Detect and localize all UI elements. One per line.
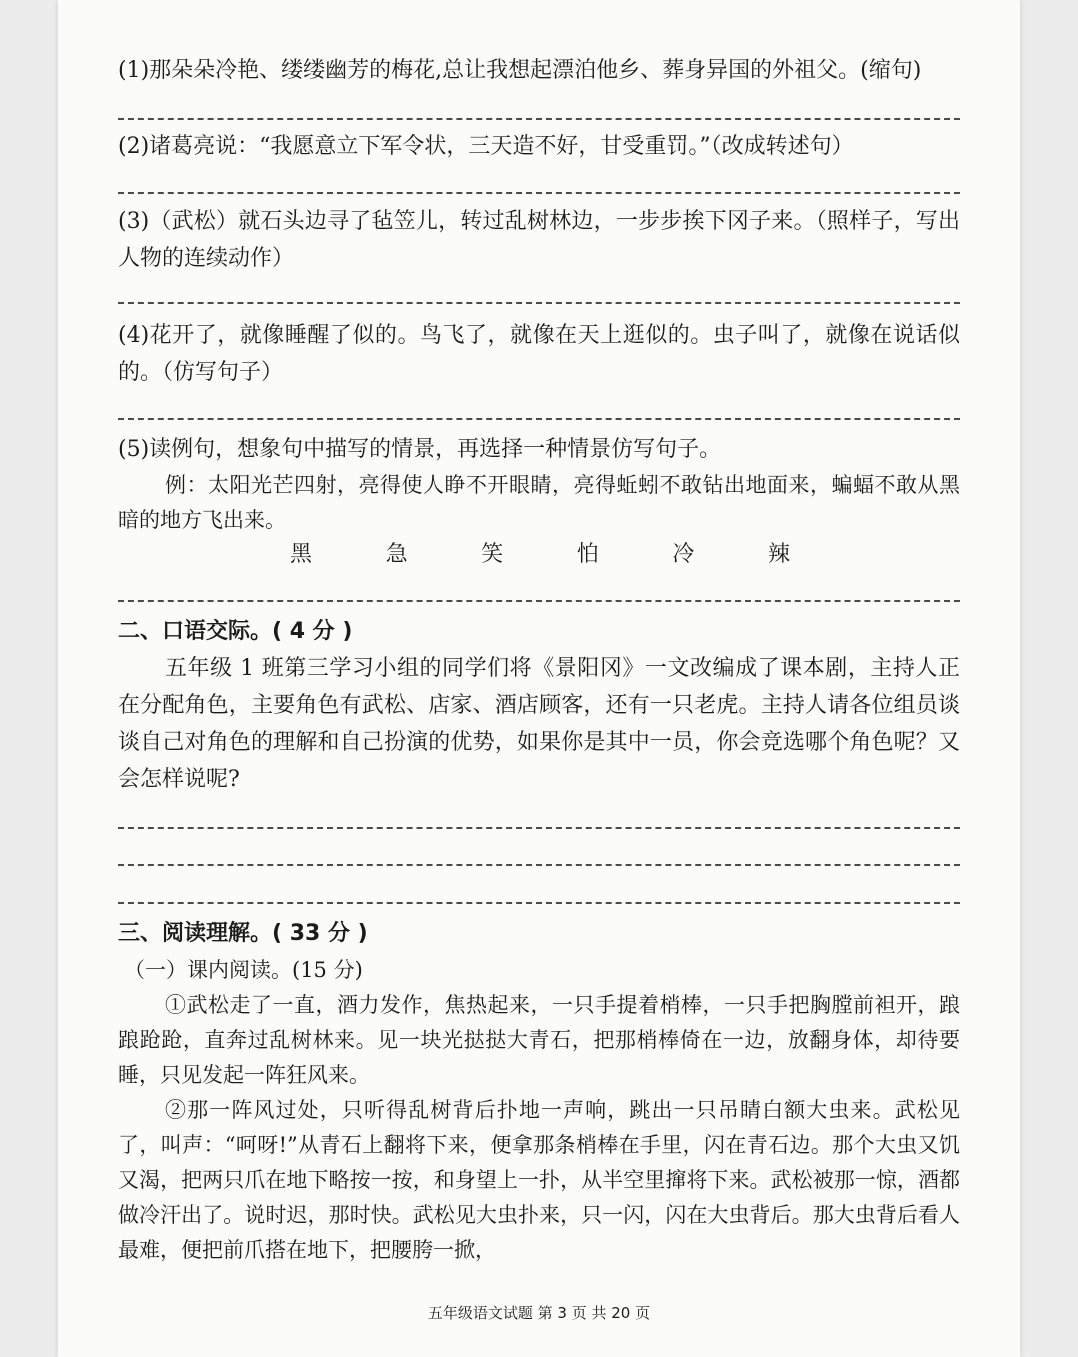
section-3-heading: 三、阅读理解。( 33 分 ) bbox=[118, 921, 368, 946]
reading-paragraph-2: ②那一阵风过处，只听得乱树背后扑地一声响，跳出一只吊睛白额大虫来。武松见了，叫声：“呵呀!”从青石上翻将下来，便拿那条梢棒在手里，闪在青石边。那个大虫又饥又渴，把两只爪在地下略按一按，和身望上一扑，从半空里撺将下来。武松被那一惊，酒都做冷汗出了。说时迟，那时快。武松见大虫扑来，只一闪，闪在大虫背后。那大虫背后看人最难，便把前爪搭在地下，把腰胯一掀， bbox=[118, 1098, 960, 1262]
answer-line bbox=[118, 118, 960, 120]
answer-line bbox=[118, 418, 960, 420]
section-3-subheading: （一）课内阅读。(15 分) bbox=[124, 958, 363, 982]
option-char: 怕 bbox=[576, 542, 599, 567]
reading-paragraph-1: ①武松走了一直，酒力发作，焦热起来，一只手提着梢棒，一只手把胸膛前袒开，踉踉跄跄，直奔过乱树林来。见一块光挞挞大青石，把那梢棒倚在一边，放翻身体，却待要睡，只见发起一阵狂风来。 bbox=[118, 993, 960, 1087]
answer-line bbox=[118, 600, 960, 602]
page-footer: 五年级语文试题 第 3 页 共 20 页 bbox=[427, 1304, 651, 1322]
answer-line bbox=[118, 302, 960, 304]
option-char: 笑 bbox=[481, 542, 504, 567]
answer-line bbox=[118, 827, 960, 829]
question-5-options bbox=[290, 540, 790, 570]
question-1: (1)那朵朵冷艳、缕缕幽芳的梅花,总让我想起漂泊他乡、葬身异国的外祖父。(缩句) bbox=[118, 58, 922, 83]
option-char: 黑 bbox=[290, 542, 313, 567]
option-char: 冷 bbox=[672, 542, 695, 567]
question-5: (5)读例句，想象句中描写的情景，再选择一种情景仿写句子。 bbox=[118, 437, 722, 462]
question-3: (3)（武松）就石头边寻了毡笠儿，转过乱树林边，一步步挨下冈子来。（照样子，写出人物的连续动作） bbox=[118, 209, 960, 271]
answer-line bbox=[118, 192, 960, 194]
section-2-heading: 二、口语交际。( 4 分 ) bbox=[118, 619, 353, 644]
answer-line bbox=[118, 902, 960, 904]
option-char: 辣 bbox=[767, 542, 790, 567]
section-2-body: 五年级 1 班第三学习小组的同学们将《景阳冈》一文改编成了课本剧，主持人正在分配角色，主要角色有武松、店家、酒店顾客，还有一只老虎。主持人请各位组员谈谈自己对角色的理解和自己扮演的优势，如果你是其中一员，你会竞选哪个角色呢？又会怎样说呢? bbox=[118, 656, 960, 792]
answer-line bbox=[118, 864, 960, 866]
question-4: (4)花开了，就像睡醒了似的。鸟飞了，就像在天上逛似的。虫子叫了，就像在说话似的。（仿写句子） bbox=[118, 323, 960, 385]
option-char: 急 bbox=[385, 542, 408, 567]
question-5-example: 例：太阳光芒四射，亮得使人睁不开眼睛，亮得蚯蚓不敢钻出地面来，蝙蝠不敢从黑暗的地方飞出来。 bbox=[118, 473, 960, 532]
question-2: (2)诸葛亮说：“我愿意立下军令状，三天造不好，甘受重罚。”（改成转述句） bbox=[118, 134, 854, 159]
